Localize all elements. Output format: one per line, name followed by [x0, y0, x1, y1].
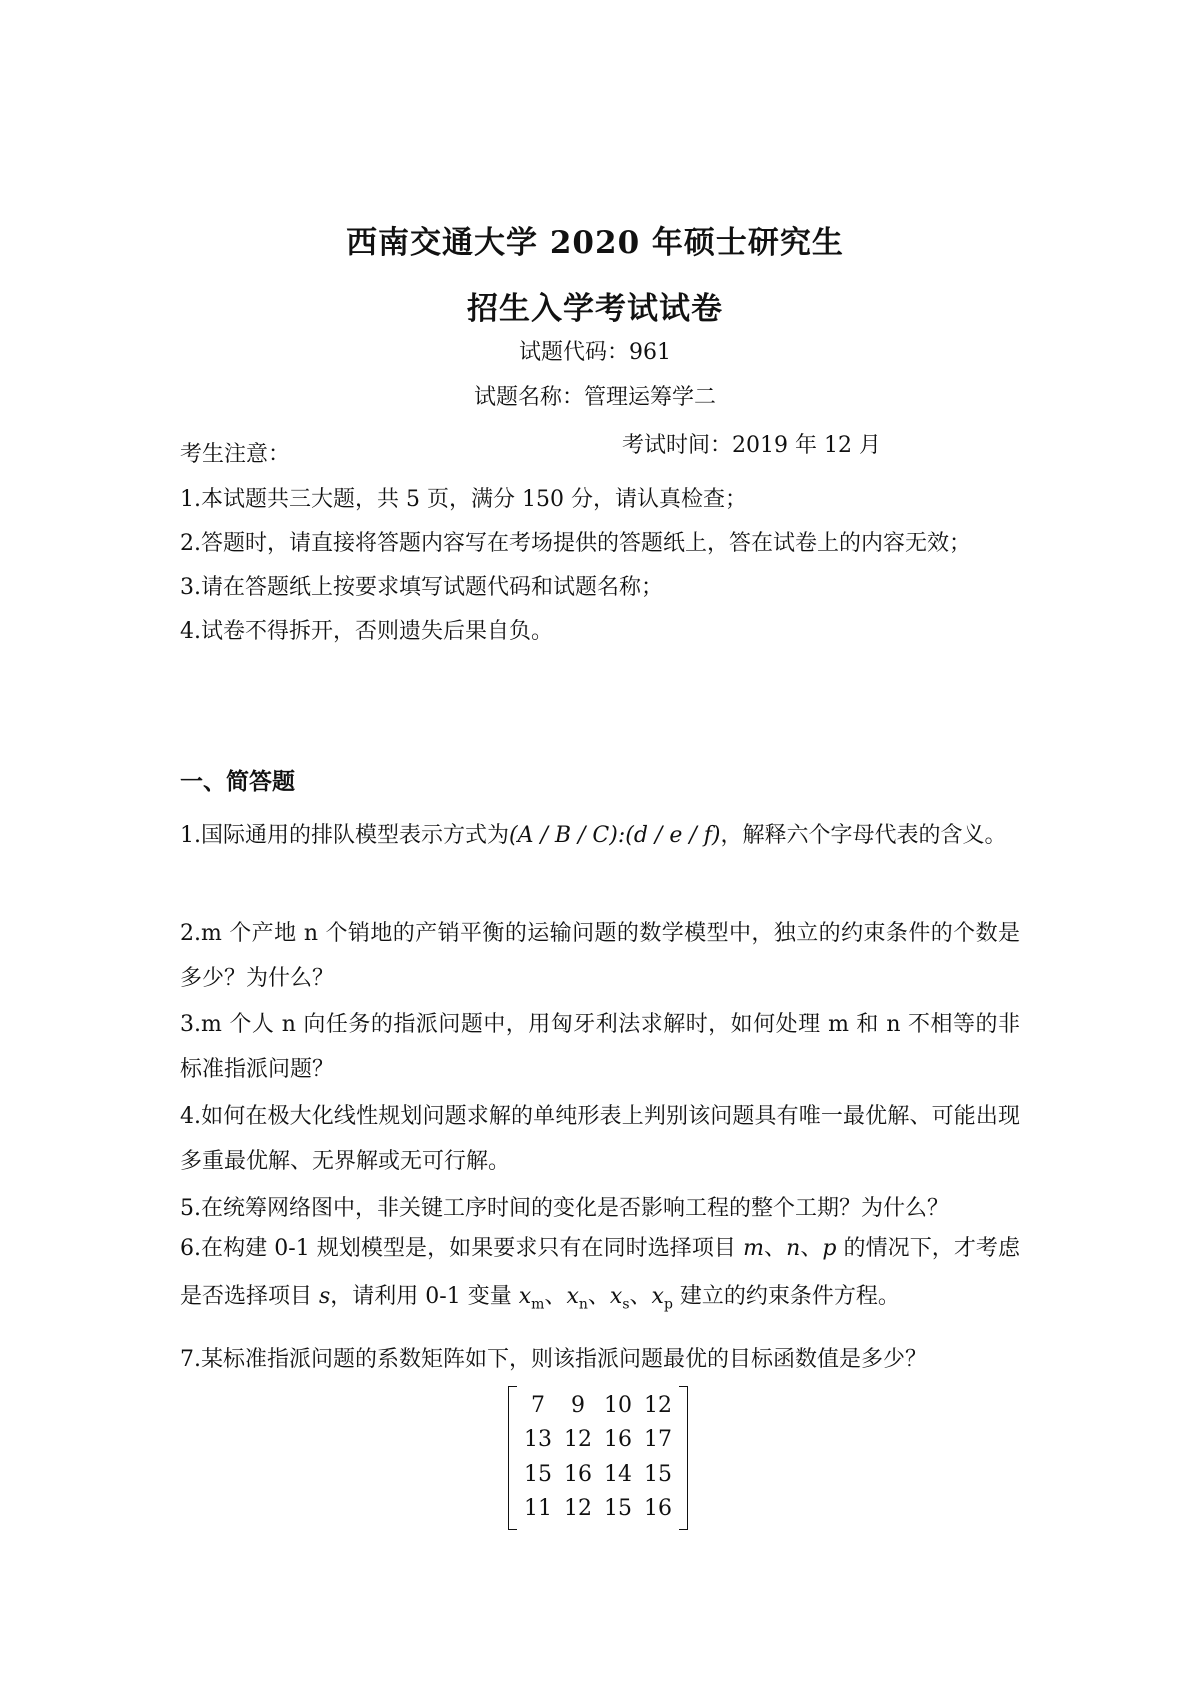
sub-m: m — [531, 1296, 545, 1313]
var-x: x — [609, 1284, 623, 1309]
coefficient-matrix — [508, 1386, 688, 1528]
question-6-text-d: 建立的约束条件方程。 — [672, 1284, 900, 1309]
matrix-cell: 16 — [564, 1461, 592, 1487]
matrix-row — [518, 1457, 678, 1492]
sep: 、 — [800, 1236, 823, 1261]
matrix-cell: 16 — [604, 1427, 632, 1453]
sub-n: n — [578, 1296, 588, 1313]
question-2: 2.m 个产地 n 个销地的产销平衡的运输问题的数学模型中，独立的约束条件的个数是多少？为什么？ — [180, 921, 1020, 991]
matrix-cell: 10 — [604, 1392, 632, 1418]
sub-p: p — [663, 1296, 673, 1313]
matrix-cell: 13 — [524, 1427, 552, 1453]
exam-subject-name: 试题名称：管理运筹学二 — [473, 385, 716, 410]
sep: 、 — [763, 1236, 787, 1261]
matrix-cell: 17 — [644, 1427, 672, 1453]
matrix-cell: 7 — [531, 1392, 545, 1418]
var-x: x — [651, 1284, 664, 1309]
matrix-row — [518, 1388, 678, 1423]
question-3: 3.m 个人 n 向任务的指派问题中，用匈牙利法求解时，如何处理 m 和 n 不相等的非标准指派问题？ — [180, 1012, 1020, 1082]
matrix-row — [518, 1492, 678, 1527]
question-4: 4.如何在极大化线性规划问题求解的单纯形表上判别该问题具有唯一最优解、可能出现多重最优解、无界解或无可行解。 — [180, 1104, 1020, 1174]
question-1-prefix: 1.国际通用的排队模型表示方式为 — [180, 823, 509, 848]
matrix-cell: 15 — [524, 1461, 552, 1487]
matrix-cell: 12 — [564, 1496, 592, 1522]
matrix-table — [518, 1388, 678, 1526]
var-x: x — [566, 1284, 579, 1309]
exam-title-line1: 西南交通大学 2020 年硕士研究生 — [346, 225, 844, 261]
notice-item-3: 3.请在答题纸上按要求填写试题代码和试题名称； — [180, 575, 663, 600]
matrix-cell: 14 — [604, 1461, 632, 1487]
matrix-cell: 9 — [571, 1392, 585, 1418]
sep: 、 — [587, 1284, 610, 1309]
question-1 — [180, 812, 1020, 859]
notice-item-2: 2.答题时，请直接将答题内容写在考场提供的答题纸上，答在试卷上的内容无效； — [180, 531, 971, 556]
question-6 — [180, 1225, 1020, 1328]
sep: 、 — [629, 1284, 652, 1309]
notice-title: 考生注意： — [180, 442, 291, 467]
matrix-cell: 15 — [604, 1496, 632, 1522]
matrix-cell: 11 — [524, 1496, 552, 1522]
sep: 、 — [544, 1284, 567, 1309]
question-5: 5.在统筹网络图中，非关键工序时间的变化是否影响工程的整个工期？为什么？ — [180, 1196, 949, 1221]
matrix-cell: 16 — [644, 1496, 672, 1522]
var-x: x — [518, 1284, 532, 1309]
question-6-text-c: ，请利用 0-1 变量 — [330, 1284, 519, 1309]
matrix-left-bracket — [508, 1386, 517, 1530]
var-p: p — [822, 1236, 837, 1261]
matrix-cell: 12 — [644, 1392, 672, 1418]
section-heading: 一、简答题 — [180, 768, 295, 795]
question-1-suffix: ，解释六个字母代表的含义。 — [720, 823, 1007, 848]
question-6-text-b: 的情况下，才考虑是否选择项目 — [180, 1236, 1020, 1309]
question-6-text-a: 6.在构建 0-1 规划模型是，如果要求只有在同时选择项目 — [180, 1236, 744, 1261]
exam-date: 考试时间：2019 年 12 月 — [622, 433, 881, 458]
var-s: s — [319, 1284, 331, 1309]
matrix-row — [518, 1423, 678, 1458]
exam-title-line2: 招生入学考试试卷 — [467, 291, 723, 327]
notice-item-4: 4.试卷不得拆开，否则遗失后果自负。 — [180, 619, 553, 644]
matrix-cell: 15 — [644, 1461, 672, 1487]
exam-code: 试题代码：961 — [519, 340, 671, 365]
notice-item-1: 1.本试题共三大题，共 5 页，满分 150 分，请认真检查； — [180, 487, 747, 512]
var-n: n — [786, 1236, 801, 1261]
question-1-formula: (A / B / C):(d / e / f) — [509, 823, 721, 848]
matrix-cell: 12 — [564, 1427, 592, 1453]
sub-s: s — [622, 1296, 630, 1313]
var-m: m — [743, 1236, 764, 1261]
matrix-right-bracket — [679, 1386, 688, 1530]
question-7: 7.某标准指派问题的系数矩阵如下，则该指派问题最优的目标函数值是多少？ — [180, 1347, 927, 1372]
